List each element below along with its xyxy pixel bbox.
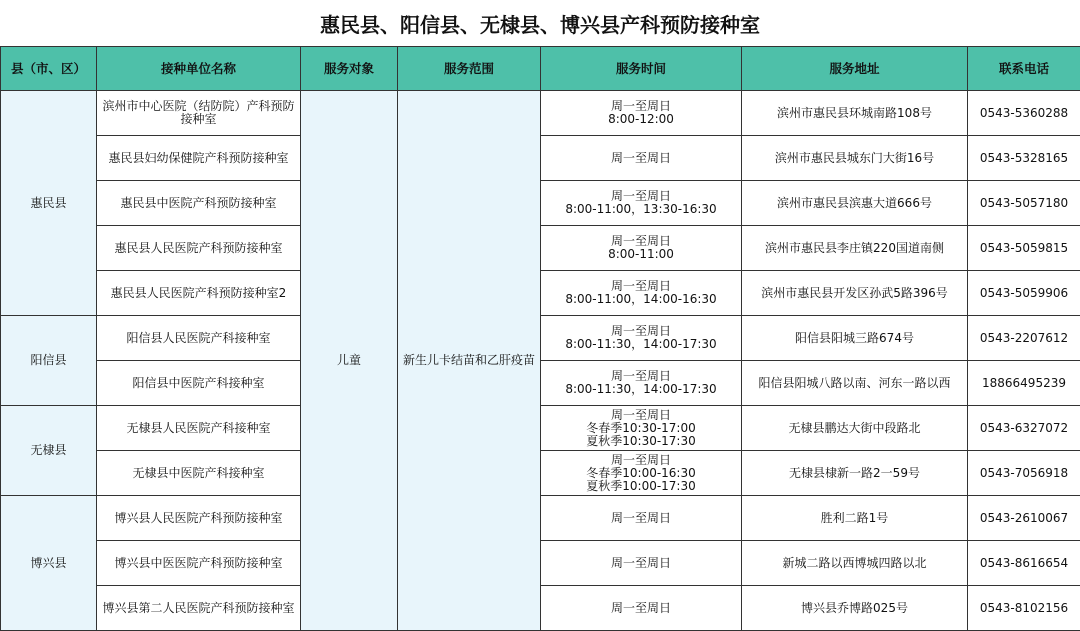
- service-time-cell: [541, 226, 742, 271]
- time-line: 8:00-11:30，14:00-17:30: [545, 338, 737, 351]
- address-cell: 滨州市惠民县滨惠大道666号: [742, 181, 968, 226]
- table-row: [1, 316, 1080, 361]
- service-time-cell: [541, 271, 742, 316]
- service-time-cell: [541, 316, 742, 361]
- table-row: [1, 496, 1080, 541]
- time-line: 8:00-12:00: [545, 113, 737, 126]
- unit-name-cell: 惠民县人民医院产科预防接种室: [97, 226, 301, 271]
- phone-cell: 0543-7056918: [968, 451, 1080, 496]
- table-header-row: [1, 47, 1080, 91]
- phone-cell: 0543-8102156: [968, 586, 1080, 631]
- table-row: [1, 406, 1080, 451]
- time-line: 冬春季10:30-17:00: [545, 422, 737, 435]
- unit-name-cell: 阳信县人民医院产科接种室: [97, 316, 301, 361]
- header-county: 县（市、区）: [1, 47, 97, 91]
- phone-cell: 0543-2207612: [968, 316, 1080, 361]
- time-line: 周一至周日: [545, 602, 737, 615]
- phone-cell: 0543-2610067: [968, 496, 1080, 541]
- service-time-cell: [541, 361, 742, 406]
- unit-name-cell: 无棣县人民医院产科接种室: [97, 406, 301, 451]
- time-line: 8:00-11:00，14:00-16:30: [545, 293, 737, 306]
- table-row: [1, 136, 1080, 181]
- time-line: 夏秋季10:30-17:30: [545, 435, 737, 448]
- unit-name-cell: 博兴县人民医院产科预防接种室: [97, 496, 301, 541]
- service-time-cell: [541, 91, 742, 136]
- time-line: 8:00-11:00: [545, 248, 737, 261]
- table-row: [1, 226, 1080, 271]
- phone-cell: 0543-5059815: [968, 226, 1080, 271]
- header-service-scope: 服务范围: [398, 47, 541, 91]
- phone-cell: 0543-5328165: [968, 136, 1080, 181]
- phone-cell: 18866495239: [968, 361, 1080, 406]
- service-time-cell: [541, 181, 742, 226]
- county-cell: 博兴县: [1, 496, 97, 631]
- table-row: [1, 541, 1080, 586]
- service-target-cell: 儿童: [301, 91, 398, 631]
- header-phone: 联系电话: [968, 47, 1080, 91]
- county-cell: 惠民县: [1, 91, 97, 316]
- table-row: [1, 586, 1080, 631]
- header-service-time: 服务时间: [541, 47, 742, 91]
- time-line: 周一至周日: [545, 409, 737, 422]
- time-line: 周一至周日: [545, 100, 737, 113]
- address-cell: 无棣县棣新一路2一59号: [742, 451, 968, 496]
- page-title: 惠民县、阳信县、无棣县、博兴县产科预防接种室: [0, 0, 1080, 46]
- unit-name-cell: 惠民县中医院产科预防接种室: [97, 181, 301, 226]
- address-cell: 滨州市惠民县开发区孙武5路396号: [742, 271, 968, 316]
- time-line: 周一至周日: [545, 280, 737, 293]
- header-unit-name: 接种单位名称: [97, 47, 301, 91]
- service-time-cell: [541, 406, 742, 451]
- time-line: 周一至周日: [545, 454, 737, 467]
- county-cell: 无棣县: [1, 406, 97, 496]
- phone-cell: 0543-8616654: [968, 541, 1080, 586]
- time-line: 周一至周日: [545, 557, 737, 570]
- service-time-cell: [541, 541, 742, 586]
- unit-name-cell: 阳信县中医院产科接种室: [97, 361, 301, 406]
- table-row: [1, 181, 1080, 226]
- time-line: 冬春季10:00-16:30: [545, 467, 737, 480]
- phone-cell: 0543-5059906: [968, 271, 1080, 316]
- address-cell: 阳信县阳城三路674号: [742, 316, 968, 361]
- header-service-target: 服务对象: [301, 47, 398, 91]
- service-scope-cell: 新生儿卡结苗和乙肝疫苗: [398, 91, 541, 631]
- address-cell: 胜利二路1号: [742, 496, 968, 541]
- header-service-address: 服务地址: [742, 47, 968, 91]
- address-cell: 滨州市惠民县城东门大街16号: [742, 136, 968, 181]
- service-time-cell: [541, 496, 742, 541]
- address-cell: 滨州市惠民县李庄镇220国道南侧: [742, 226, 968, 271]
- service-time-cell: [541, 451, 742, 496]
- unit-name-cell: 滨州市中心医院（结防院）产科预防接种室: [97, 91, 301, 136]
- unit-name-cell: 惠民县妇幼保健院产科预防接种室: [97, 136, 301, 181]
- table-row: [1, 361, 1080, 406]
- time-line: 周一至周日: [545, 152, 737, 165]
- phone-cell: 0543-6327072: [968, 406, 1080, 451]
- unit-name-cell: 博兴县中医医院产科预防接种室: [97, 541, 301, 586]
- unit-name-cell: 无棣县中医院产科接种室: [97, 451, 301, 496]
- address-cell: 新城二路以西博城四路以北: [742, 541, 968, 586]
- table-row: [1, 271, 1080, 316]
- time-line: 夏秋季10:00-17:30: [545, 480, 737, 493]
- time-line: 周一至周日: [545, 190, 737, 203]
- service-time-cell: [541, 586, 742, 631]
- unit-name-cell: 惠民县人民医院产科预防接种室2: [97, 271, 301, 316]
- phone-cell: 0543-5360288: [968, 91, 1080, 136]
- unit-name-cell: 博兴县第二人民医院产科预防接种室: [97, 586, 301, 631]
- table-row: [1, 91, 1080, 136]
- address-cell: 博兴县乔博路025号: [742, 586, 968, 631]
- address-cell: 阳信县阳城八路以南、河东一路以西: [742, 361, 968, 406]
- service-time-cell: [541, 136, 742, 181]
- phone-cell: 0543-5057180: [968, 181, 1080, 226]
- time-line: 8:00-11:30，14:00-17:30: [545, 383, 737, 396]
- vaccination-room-table: [0, 46, 1080, 631]
- address-cell: 无棣县鹏达大街中段路北: [742, 406, 968, 451]
- table-row: [1, 451, 1080, 496]
- time-line: 周一至周日: [545, 512, 737, 525]
- time-line: 8:00-11:00，13:30-16:30: [545, 203, 737, 216]
- county-cell: 阳信县: [1, 316, 97, 406]
- time-line: 周一至周日: [545, 370, 737, 383]
- address-cell: 滨州市惠民县环城南路108号: [742, 91, 968, 136]
- time-line: 周一至周日: [545, 325, 737, 338]
- time-line: 周一至周日: [545, 235, 737, 248]
